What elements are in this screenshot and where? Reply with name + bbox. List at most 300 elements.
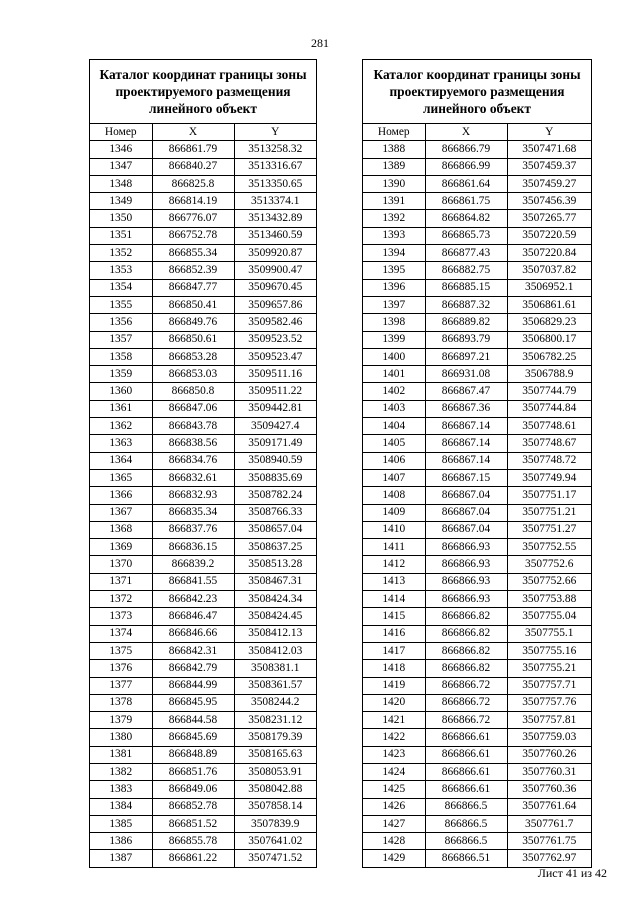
table-row bbox=[90, 331, 316, 348]
cell-x: 866847.06 bbox=[152, 400, 234, 417]
cell-number: 1427 bbox=[363, 815, 425, 832]
table-row bbox=[363, 815, 591, 832]
cell-y: 3508244.2 bbox=[234, 694, 316, 711]
cell-y: 3509171.49 bbox=[234, 435, 316, 452]
cell-x: 866847.77 bbox=[152, 279, 234, 296]
cell-number: 1364 bbox=[90, 452, 152, 469]
table-row bbox=[363, 798, 591, 815]
cell-y: 3507459.27 bbox=[507, 175, 591, 192]
cell-x: 866866.79 bbox=[425, 141, 507, 158]
cell-x: 866866.5 bbox=[425, 798, 507, 815]
cell-x: 866866.93 bbox=[425, 573, 507, 590]
cell-x: 866885.15 bbox=[425, 279, 507, 296]
cell-x: 866851.52 bbox=[152, 815, 234, 832]
table-row bbox=[363, 781, 591, 798]
cell-y: 3506952.1 bbox=[507, 279, 591, 296]
cell-x: 866849.76 bbox=[152, 314, 234, 331]
table-row bbox=[363, 366, 591, 383]
cell-number: 1376 bbox=[90, 660, 152, 677]
cell-x: 866861.75 bbox=[425, 193, 507, 210]
cell-y: 3509670.45 bbox=[234, 279, 316, 296]
cell-y: 3508467.31 bbox=[234, 573, 316, 590]
cell-number: 1380 bbox=[90, 729, 152, 746]
cell-y: 3508179.39 bbox=[234, 729, 316, 746]
cell-number: 1382 bbox=[90, 763, 152, 780]
cell-y: 3508766.33 bbox=[234, 504, 316, 521]
cell-number: 1395 bbox=[363, 262, 425, 279]
cell-y: 3507858.14 bbox=[234, 798, 316, 815]
table-row bbox=[90, 314, 316, 331]
cell-number: 1428 bbox=[363, 833, 425, 850]
table-header-row bbox=[363, 124, 591, 141]
cell-x: 866836.15 bbox=[152, 539, 234, 556]
cell-y: 3507755.04 bbox=[507, 608, 591, 625]
table-row bbox=[90, 366, 316, 383]
column-header-y: Y bbox=[234, 124, 316, 141]
cell-x: 866861.79 bbox=[152, 141, 234, 158]
cell-y: 3507751.27 bbox=[507, 521, 591, 538]
cell-number: 1378 bbox=[90, 694, 152, 711]
table-row bbox=[90, 729, 316, 746]
cell-y: 3507755.16 bbox=[507, 642, 591, 659]
cell-x: 866866.72 bbox=[425, 694, 507, 711]
cell-y: 3509511.16 bbox=[234, 366, 316, 383]
table-row bbox=[363, 504, 591, 521]
column-header-number: Номер bbox=[363, 124, 425, 141]
table-row bbox=[90, 418, 316, 435]
cell-x: 866877.43 bbox=[425, 245, 507, 262]
cell-y: 3508042.88 bbox=[234, 781, 316, 798]
cell-number: 1346 bbox=[90, 141, 152, 158]
table-row bbox=[90, 383, 316, 400]
cell-x: 866842.23 bbox=[152, 591, 234, 608]
cell-number: 1362 bbox=[90, 418, 152, 435]
cell-x: 866850.61 bbox=[152, 331, 234, 348]
cell-y: 3507748.72 bbox=[507, 452, 591, 469]
cell-number: 1423 bbox=[363, 746, 425, 763]
cell-y: 3508637.25 bbox=[234, 539, 316, 556]
cell-x: 866866.82 bbox=[425, 642, 507, 659]
table-row bbox=[363, 193, 591, 210]
cell-x: 866867.04 bbox=[425, 487, 507, 504]
cell-y: 3509523.47 bbox=[234, 348, 316, 365]
cell-x: 866866.72 bbox=[425, 677, 507, 694]
cell-x: 866846.66 bbox=[152, 625, 234, 642]
page-number: 281 bbox=[311, 36, 329, 50]
table-row bbox=[90, 210, 316, 227]
cell-y: 3507752.6 bbox=[507, 556, 591, 573]
cell-number: 1390 bbox=[363, 175, 425, 192]
cell-number: 1355 bbox=[90, 296, 152, 313]
cell-y: 3507220.84 bbox=[507, 245, 591, 262]
cell-number: 1396 bbox=[363, 279, 425, 296]
cell-y: 3513350.65 bbox=[234, 175, 316, 192]
table-row bbox=[363, 245, 591, 262]
column-header-number: Номер bbox=[90, 124, 152, 141]
cell-number: 1413 bbox=[363, 573, 425, 590]
cell-x: 866845.95 bbox=[152, 694, 234, 711]
cell-x: 866855.78 bbox=[152, 833, 234, 850]
table-row bbox=[90, 763, 316, 780]
cell-x: 866844.99 bbox=[152, 677, 234, 694]
cell-x: 866853.28 bbox=[152, 348, 234, 365]
cell-x: 866897.21 bbox=[425, 348, 507, 365]
table-row bbox=[90, 296, 316, 313]
cell-x: 866852.78 bbox=[152, 798, 234, 815]
cell-number: 1409 bbox=[363, 504, 425, 521]
cell-number: 1347 bbox=[90, 158, 152, 175]
cell-y: 3507755.1 bbox=[507, 625, 591, 642]
cell-number: 1349 bbox=[90, 193, 152, 210]
cell-x: 866814.19 bbox=[152, 193, 234, 210]
cell-x: 866866.93 bbox=[425, 556, 507, 573]
cell-number: 1418 bbox=[363, 660, 425, 677]
cell-number: 1393 bbox=[363, 227, 425, 244]
table-row bbox=[363, 227, 591, 244]
table-row bbox=[90, 833, 316, 850]
cell-y: 3508835.69 bbox=[234, 469, 316, 486]
cell-x: 866867.36 bbox=[425, 400, 507, 417]
coordinate-table bbox=[90, 124, 316, 867]
table-row bbox=[90, 227, 316, 244]
table-row bbox=[90, 642, 316, 659]
cell-y: 3507641.02 bbox=[234, 833, 316, 850]
cell-x: 866866.82 bbox=[425, 660, 507, 677]
cell-number: 1410 bbox=[363, 521, 425, 538]
cell-number: 1358 bbox=[90, 348, 152, 365]
table-row bbox=[363, 348, 591, 365]
cell-x: 866845.69 bbox=[152, 729, 234, 746]
cell-y: 3507037.82 bbox=[507, 262, 591, 279]
cell-y: 3507762.97 bbox=[507, 850, 591, 867]
table-row bbox=[90, 245, 316, 262]
table-row bbox=[363, 573, 591, 590]
cell-number: 1411 bbox=[363, 539, 425, 556]
table-row bbox=[363, 141, 591, 158]
cell-x: 866866.72 bbox=[425, 712, 507, 729]
table-row bbox=[363, 418, 591, 435]
table-row bbox=[363, 694, 591, 711]
cell-y: 3508165.63 bbox=[234, 746, 316, 763]
cell-number: 1381 bbox=[90, 746, 152, 763]
table-row bbox=[363, 763, 591, 780]
table-row bbox=[363, 331, 591, 348]
cell-number: 1425 bbox=[363, 781, 425, 798]
cell-x: 866867.04 bbox=[425, 521, 507, 538]
cell-number: 1357 bbox=[90, 331, 152, 348]
cell-y: 3506782.25 bbox=[507, 348, 591, 365]
cell-y: 3507753.88 bbox=[507, 591, 591, 608]
cell-number: 1369 bbox=[90, 539, 152, 556]
cell-y: 3507839.9 bbox=[234, 815, 316, 832]
table-row bbox=[90, 469, 316, 486]
cell-number: 1370 bbox=[90, 556, 152, 573]
cell-y: 3507471.52 bbox=[234, 850, 316, 867]
cell-x: 866776.07 bbox=[152, 210, 234, 227]
cell-number: 1426 bbox=[363, 798, 425, 815]
cell-y: 3507748.61 bbox=[507, 418, 591, 435]
table-row bbox=[90, 158, 316, 175]
cell-y: 3507759.03 bbox=[507, 729, 591, 746]
cell-y: 3506800.17 bbox=[507, 331, 591, 348]
cell-y: 3513432.89 bbox=[234, 210, 316, 227]
table-row bbox=[90, 746, 316, 763]
cell-y: 3507757.71 bbox=[507, 677, 591, 694]
cell-x: 866853.03 bbox=[152, 366, 234, 383]
cell-number: 1400 bbox=[363, 348, 425, 365]
cell-x: 866844.58 bbox=[152, 712, 234, 729]
table-row bbox=[90, 193, 316, 210]
cell-x: 866866.61 bbox=[425, 781, 507, 798]
cell-number: 1412 bbox=[363, 556, 425, 573]
cell-y: 3509523.52 bbox=[234, 331, 316, 348]
cell-y: 3508361.57 bbox=[234, 677, 316, 694]
cell-y: 3507760.36 bbox=[507, 781, 591, 798]
cell-number: 1424 bbox=[363, 763, 425, 780]
cell-number: 1368 bbox=[90, 521, 152, 538]
cell-y: 3506788.9 bbox=[507, 366, 591, 383]
table-row bbox=[363, 712, 591, 729]
cell-x: 866842.31 bbox=[152, 642, 234, 659]
cell-number: 1373 bbox=[90, 608, 152, 625]
cell-y: 3507751.17 bbox=[507, 487, 591, 504]
table-row bbox=[363, 279, 591, 296]
cell-x: 866865.73 bbox=[425, 227, 507, 244]
cell-y: 3508381.1 bbox=[234, 660, 316, 677]
table-row bbox=[363, 452, 591, 469]
cell-y: 3508424.34 bbox=[234, 591, 316, 608]
cell-y: 3508053.91 bbox=[234, 763, 316, 780]
sheet-counter: Лист 41 из 42 bbox=[537, 866, 607, 880]
table-row bbox=[90, 694, 316, 711]
table-row bbox=[363, 729, 591, 746]
cell-y: 3507744.84 bbox=[507, 400, 591, 417]
cell-x: 866841.55 bbox=[152, 573, 234, 590]
table-row bbox=[363, 642, 591, 659]
cell-x: 866843.78 bbox=[152, 418, 234, 435]
cell-y: 3509582.46 bbox=[234, 314, 316, 331]
coordinate-catalog-right bbox=[362, 59, 592, 868]
cell-number: 1421 bbox=[363, 712, 425, 729]
cell-number: 1405 bbox=[363, 435, 425, 452]
cell-number: 1359 bbox=[90, 366, 152, 383]
cell-number: 1386 bbox=[90, 833, 152, 850]
cell-y: 3513316.67 bbox=[234, 158, 316, 175]
table-row bbox=[90, 539, 316, 556]
cell-y: 3507761.64 bbox=[507, 798, 591, 815]
table-row bbox=[90, 521, 316, 538]
cell-number: 1417 bbox=[363, 642, 425, 659]
cell-y: 3507761.75 bbox=[507, 833, 591, 850]
table-row bbox=[90, 591, 316, 608]
cell-x: 866832.93 bbox=[152, 487, 234, 504]
cell-number: 1363 bbox=[90, 435, 152, 452]
cell-number: 1419 bbox=[363, 677, 425, 694]
table-row bbox=[90, 504, 316, 521]
cell-x: 866840.27 bbox=[152, 158, 234, 175]
table-row bbox=[363, 400, 591, 417]
table-row bbox=[363, 262, 591, 279]
cell-number: 1404 bbox=[363, 418, 425, 435]
cell-number: 1391 bbox=[363, 193, 425, 210]
table-row bbox=[90, 400, 316, 417]
cell-x: 866842.79 bbox=[152, 660, 234, 677]
cell-y: 3507752.55 bbox=[507, 539, 591, 556]
cell-y: 3507760.26 bbox=[507, 746, 591, 763]
cell-y: 3507752.66 bbox=[507, 573, 591, 590]
cell-number: 1366 bbox=[90, 487, 152, 504]
cell-x: 866866.82 bbox=[425, 608, 507, 625]
cell-x: 866866.51 bbox=[425, 850, 507, 867]
table-row bbox=[363, 158, 591, 175]
cell-y: 3513258.32 bbox=[234, 141, 316, 158]
cell-y: 3509442.81 bbox=[234, 400, 316, 417]
table-row bbox=[90, 712, 316, 729]
cell-number: 1392 bbox=[363, 210, 425, 227]
cell-number: 1394 bbox=[363, 245, 425, 262]
table-row bbox=[90, 279, 316, 296]
table-row bbox=[90, 573, 316, 590]
cell-number: 1379 bbox=[90, 712, 152, 729]
table-row bbox=[90, 556, 316, 573]
cell-number: 1367 bbox=[90, 504, 152, 521]
cell-x: 866752.78 bbox=[152, 227, 234, 244]
cell-y: 3507760.31 bbox=[507, 763, 591, 780]
table-row bbox=[90, 798, 316, 815]
table-row bbox=[363, 487, 591, 504]
cell-number: 1401 bbox=[363, 366, 425, 383]
table-row bbox=[363, 833, 591, 850]
cell-number: 1383 bbox=[90, 781, 152, 798]
cell-x: 866861.64 bbox=[425, 175, 507, 192]
table-row bbox=[90, 487, 316, 504]
table-row bbox=[90, 815, 316, 832]
table-row bbox=[363, 296, 591, 313]
cell-y: 3509920.87 bbox=[234, 245, 316, 262]
cell-x: 866887.32 bbox=[425, 296, 507, 313]
cell-y: 3513374.1 bbox=[234, 193, 316, 210]
table-row bbox=[363, 314, 591, 331]
cell-number: 1415 bbox=[363, 608, 425, 625]
cell-x: 866861.22 bbox=[152, 850, 234, 867]
cell-number: 1387 bbox=[90, 850, 152, 867]
column-header-y: Y bbox=[507, 124, 591, 141]
cell-number: 1398 bbox=[363, 314, 425, 331]
cell-number: 1348 bbox=[90, 175, 152, 192]
cell-x: 866866.61 bbox=[425, 746, 507, 763]
cell-number: 1356 bbox=[90, 314, 152, 331]
cell-x: 866848.89 bbox=[152, 746, 234, 763]
cell-y: 3506829.23 bbox=[507, 314, 591, 331]
table-row bbox=[363, 850, 591, 867]
table-row bbox=[90, 175, 316, 192]
cell-y: 3507761.7 bbox=[507, 815, 591, 832]
catalog-title: Каталог координат границы зоны проектируемого размещения линейного объект bbox=[90, 60, 316, 124]
cell-x: 866864.82 bbox=[425, 210, 507, 227]
cell-number: 1354 bbox=[90, 279, 152, 296]
cell-x: 866825.8 bbox=[152, 175, 234, 192]
cell-number: 1377 bbox=[90, 677, 152, 694]
column-header-x: X bbox=[425, 124, 507, 141]
cell-y: 3507755.21 bbox=[507, 660, 591, 677]
table-row bbox=[363, 383, 591, 400]
cell-y: 3508412.13 bbox=[234, 625, 316, 642]
cell-x: 866832.61 bbox=[152, 469, 234, 486]
cell-x: 866882.75 bbox=[425, 262, 507, 279]
cell-x: 866851.76 bbox=[152, 763, 234, 780]
cell-y: 3508412.03 bbox=[234, 642, 316, 659]
table-row bbox=[363, 660, 591, 677]
cell-y: 3509511.22 bbox=[234, 383, 316, 400]
cell-y: 3508940.59 bbox=[234, 452, 316, 469]
table-row bbox=[363, 435, 591, 452]
cell-x: 866866.82 bbox=[425, 625, 507, 642]
cell-number: 1384 bbox=[90, 798, 152, 815]
table-row bbox=[363, 608, 591, 625]
cell-y: 3507749.94 bbox=[507, 469, 591, 486]
table-row bbox=[90, 262, 316, 279]
cell-x: 866850.41 bbox=[152, 296, 234, 313]
cell-number: 1407 bbox=[363, 469, 425, 486]
table-row bbox=[363, 539, 591, 556]
cell-y: 3507757.76 bbox=[507, 694, 591, 711]
cell-x: 866867.14 bbox=[425, 452, 507, 469]
table-row bbox=[90, 660, 316, 677]
table-row bbox=[90, 608, 316, 625]
cell-x: 866867.47 bbox=[425, 383, 507, 400]
cell-number: 1388 bbox=[363, 141, 425, 158]
table-row bbox=[363, 746, 591, 763]
cell-number: 1374 bbox=[90, 625, 152, 642]
table-row bbox=[363, 210, 591, 227]
cell-y: 3507751.21 bbox=[507, 504, 591, 521]
cell-y: 3507748.67 bbox=[507, 435, 591, 452]
cell-number: 1420 bbox=[363, 694, 425, 711]
cell-y: 3508657.04 bbox=[234, 521, 316, 538]
cell-number: 1350 bbox=[90, 210, 152, 227]
cell-number: 1360 bbox=[90, 383, 152, 400]
cell-number: 1385 bbox=[90, 815, 152, 832]
table-row bbox=[90, 850, 316, 867]
coordinate-table bbox=[363, 124, 591, 867]
cell-y: 3507220.59 bbox=[507, 227, 591, 244]
table-row bbox=[363, 469, 591, 486]
cell-number: 1416 bbox=[363, 625, 425, 642]
cell-y: 3508424.45 bbox=[234, 608, 316, 625]
cell-x: 866866.5 bbox=[425, 833, 507, 850]
cell-number: 1399 bbox=[363, 331, 425, 348]
cell-y: 3509657.86 bbox=[234, 296, 316, 313]
table-row bbox=[363, 677, 591, 694]
cell-y: 3513460.59 bbox=[234, 227, 316, 244]
table-row bbox=[363, 521, 591, 538]
cell-number: 1365 bbox=[90, 469, 152, 486]
cell-y: 3507265.77 bbox=[507, 210, 591, 227]
cell-x: 866846.47 bbox=[152, 608, 234, 625]
cell-y: 3507757.81 bbox=[507, 712, 591, 729]
table-row bbox=[363, 625, 591, 642]
table-row bbox=[363, 556, 591, 573]
cell-number: 1429 bbox=[363, 850, 425, 867]
table-row bbox=[90, 435, 316, 452]
table-row bbox=[90, 348, 316, 365]
cell-x: 866931.08 bbox=[425, 366, 507, 383]
cell-y: 3507744.79 bbox=[507, 383, 591, 400]
cell-number: 1352 bbox=[90, 245, 152, 262]
catalog-title: Каталог координат границы зоны проектируемого размещения линейного объект bbox=[363, 60, 591, 124]
cell-x: 866867.15 bbox=[425, 469, 507, 486]
cell-number: 1422 bbox=[363, 729, 425, 746]
